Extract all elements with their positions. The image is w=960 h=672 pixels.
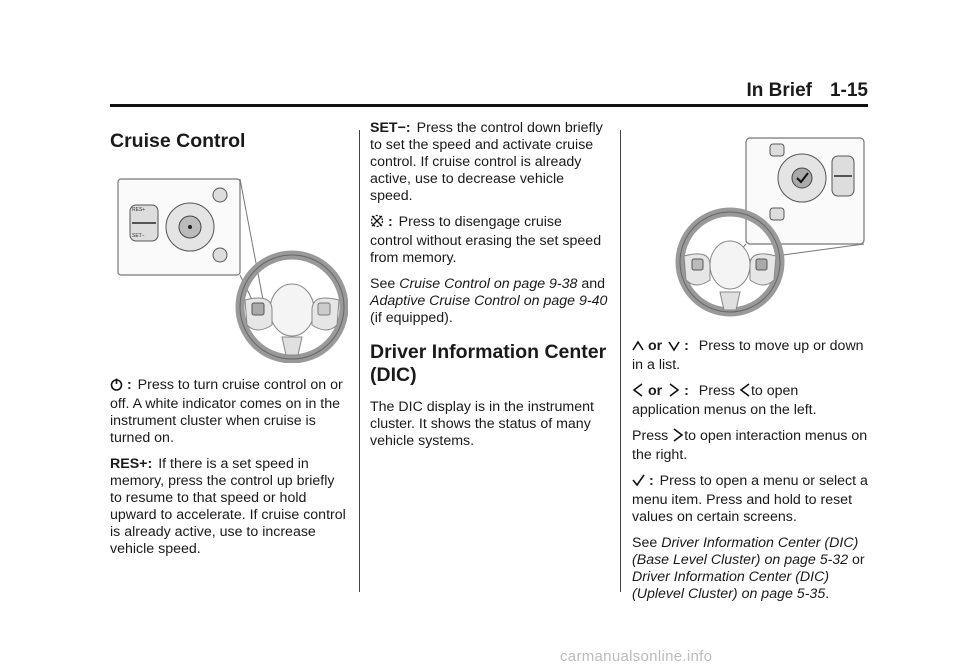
set-label: SET− (132, 233, 145, 239)
dic-see-also: See Driver Information Center (DIC) (Base Level Cluster) on page 5-32 or Driver Information Center (DIC) (Uplevel Cluster) on page 5-35. (632, 535, 865, 602)
left-chevron-icon (632, 383, 644, 402)
cruise-power-icon (110, 378, 123, 396)
cruise-control-link[interactable]: Cruise Control on page 9-38 (399, 276, 578, 292)
page-header (729, 80, 868, 102)
dic-uplevel-link[interactable]: Driver Information Center (DIC) (Uplevel Cluster) on page 5-35 (632, 569, 830, 602)
cruise-see-also: See Cruise Control on page 9-38 and Adaptive Cruise Control on page 9-40 (if equipped). (370, 276, 608, 326)
adaptive-cruise-link[interactable]: Adaptive Cruise Control on page 9-40 (370, 293, 608, 309)
watermark: carmanualsonline.info (560, 648, 713, 665)
page-number: 1-15 (829, 80, 868, 101)
column-1 (110, 120, 346, 567)
cruise-control-figure (112, 175, 346, 363)
dic-heading: Driver Information Center (DIC) (370, 341, 607, 386)
right-chevron-icon (668, 383, 680, 402)
right-paragraph: Press to open interaction menus on the right. (632, 428, 868, 463)
set-paragraph: SET−: Press the control down briefly to set the speed and activate cruise control. If cruise control is already active, use to decrease vehicle speed. (370, 120, 603, 204)
right-chevron-icon (672, 428, 684, 447)
section-title: In Brief (746, 80, 812, 101)
left-chevron-icon (739, 383, 751, 402)
checkmark-icon (632, 474, 645, 492)
column-divider (620, 130, 621, 592)
header-rule (110, 104, 868, 107)
res-paragraph: RES+: If there is a set speed in memory, press the control up briefly to resume to that speed or hold upward to accelerate. If cruise control is already active, use to increase vehicle speed. (110, 456, 346, 557)
select-paragraph: : Press to open a menu or select a menu item. Press and hold to reset values on certain screens. (632, 473, 868, 525)
dic-controls-figure (634, 132, 868, 318)
down-chevron-icon (668, 340, 680, 357)
cancel-cruise-icon (370, 214, 384, 233)
power-paragraph: : Press to turn cruise control on or off. A white indicator comes on in the instrument cluster when cruise is turned on. (110, 377, 343, 446)
cruise-control-heading: Cruise Control (110, 130, 246, 152)
column-divider (359, 130, 360, 592)
column-3 (632, 120, 868, 612)
column-2 (370, 120, 608, 459)
res-label: RES+ (132, 207, 146, 213)
dic-base-link[interactable]: Driver Information Center (DIC) (Base Level Cluster) on page 5-32 (632, 535, 859, 568)
dic-paragraph: The DIC display is in the instrument cluster. It shows the status of many vehicle systems. (370, 399, 594, 449)
leftright-paragraph: or : Press to open application menus on the left. (632, 383, 817, 418)
cancel-paragraph: : Press to disengage cruise control without erasing the set speed from memory. (370, 214, 602, 266)
updown-paragraph: or : Press to move up or down in a list. (632, 338, 864, 373)
up-chevron-icon (632, 340, 644, 357)
